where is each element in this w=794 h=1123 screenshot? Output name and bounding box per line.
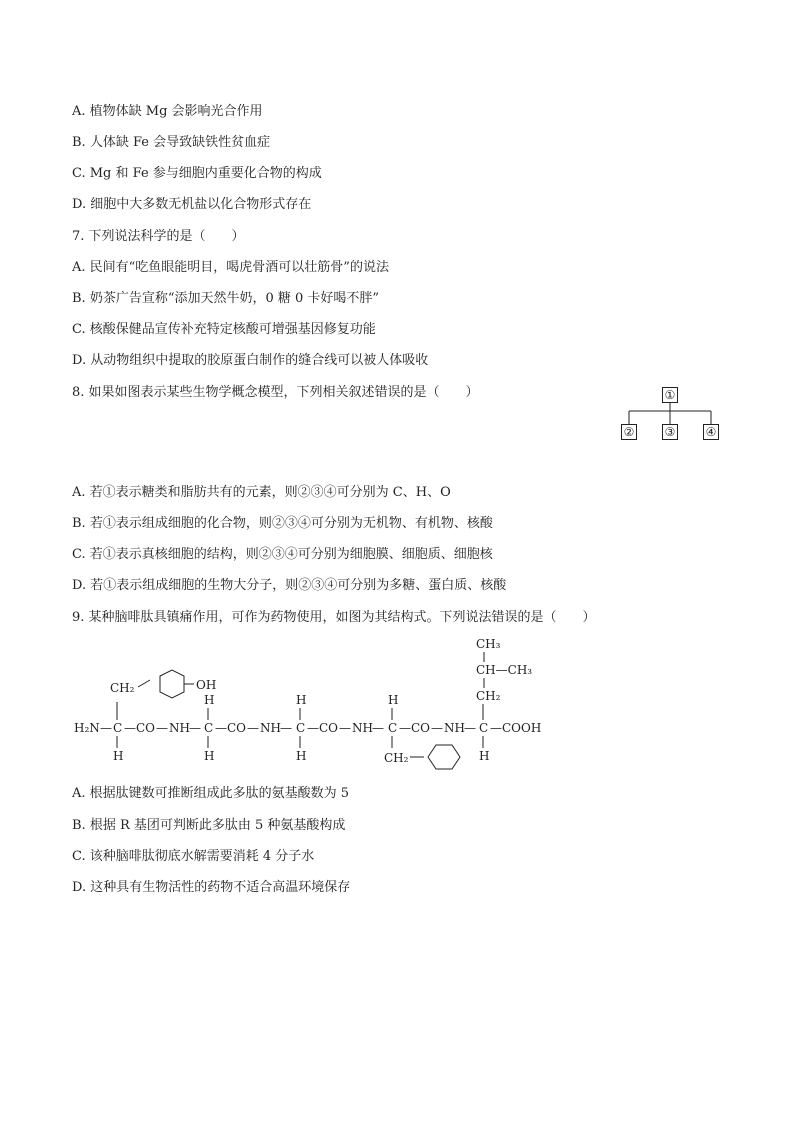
q9-stem: 9. 某种脑啡肽具镇痛作用，可作为药物使用，如图为其结构式。下列说法错误的是（ ） bbox=[72, 610, 596, 625]
carbonyl: CO bbox=[319, 721, 339, 735]
bond: — bbox=[490, 721, 502, 735]
q8-option-d: D. 若①表示组成细胞的生物大分子，则②③④可分别为多糖、蛋白质、核酸 bbox=[72, 578, 507, 593]
hydrogen: H bbox=[113, 749, 124, 763]
bond: — bbox=[339, 721, 351, 735]
q8-stem: 8. 如果如图表示某些生物学概念模型，下列相关叙述错误的是（ ） bbox=[72, 385, 479, 400]
amide-nh: NH bbox=[352, 721, 373, 735]
bond: — bbox=[280, 721, 292, 735]
bond: — bbox=[124, 721, 136, 735]
phenylalanine-side-chain bbox=[384, 745, 460, 769]
diagram-root-box: ① bbox=[662, 387, 678, 403]
q7-option-a: A. 民间有“吃鱼眼能明目，喝虎骨酒可以壮筋骨”的说法 bbox=[72, 260, 389, 275]
alpha-carbon: C bbox=[113, 721, 123, 735]
hydrogen: H bbox=[296, 749, 307, 763]
enkephalin-structural-formula bbox=[72, 636, 552, 772]
amino-group: H₂N bbox=[74, 721, 100, 735]
q6-option-b: B. 人体缺 Fe 会导致缺铁性贫血症 bbox=[72, 135, 271, 150]
hydrogen: H bbox=[204, 749, 215, 763]
q9-option-c: C. 该种脑啡肽彻底水解需要消耗 4 分子水 bbox=[72, 849, 315, 864]
bond: — bbox=[307, 721, 319, 735]
q7-option-c: C. 核酸保健品宣传补充特定核酸可增强基因修复功能 bbox=[72, 322, 376, 337]
hydrogen: H bbox=[204, 693, 215, 707]
hydrogen: H bbox=[479, 749, 490, 763]
bond: — bbox=[189, 721, 201, 735]
bond: — bbox=[100, 721, 112, 735]
diagram-child-box: ② bbox=[621, 424, 637, 440]
carbonyl: CO bbox=[411, 721, 431, 735]
ch2-group: CH₂ bbox=[110, 681, 135, 695]
carboxyl-group: COOH bbox=[502, 721, 542, 735]
q9-option-b: B. 根据 R 基团可判断此多肽由 5 种氨基酸构成 bbox=[72, 818, 346, 833]
alpha-carbon: C bbox=[388, 721, 398, 735]
leucine-side-chain bbox=[476, 637, 532, 720]
q8-option-c: C. 若①表示真核细胞的结构，则②③④可分别为细胞膜、细胞质、细胞核 bbox=[72, 547, 493, 562]
q9-option-d: D. 这种具有生物活性的药物不适合高温环境保存 bbox=[72, 880, 351, 895]
diagram-child-box: ④ bbox=[703, 424, 719, 440]
alpha-carbon: C bbox=[204, 721, 214, 735]
formula-backbone bbox=[74, 721, 541, 735]
bond: — bbox=[156, 721, 168, 735]
hydroxyl-group: OH bbox=[196, 678, 217, 692]
ch2-group: CH₂ bbox=[476, 689, 501, 703]
q6-option-a: A. 植物体缺 Mg 会影响光合作用 bbox=[72, 104, 263, 119]
q6-option-c: C. Mg 和 Fe 参与细胞内重要化合物的构成 bbox=[72, 166, 322, 181]
methyl-group: CH₃ bbox=[476, 637, 501, 651]
diagram-child-box: ③ bbox=[662, 424, 678, 440]
hydrogen: H bbox=[388, 693, 399, 707]
bond: — bbox=[431, 721, 443, 735]
bond: — bbox=[247, 721, 259, 735]
q9-option-a: A. 根据肽键数可推断组成此多肽的氨基酸数为 5 bbox=[72, 786, 350, 801]
bond: — bbox=[399, 721, 411, 735]
carbonyl: CO bbox=[136, 721, 156, 735]
q7-option-b: B. 奶茶广告宣称“添加天然牛奶，0 糖 0 卡好喝不胖” bbox=[72, 291, 380, 306]
q8-option-a: A. 若①表示糖类和脂肪共有的元素，则②③④可分别为 C、H、O bbox=[72, 485, 451, 500]
ch2-group: CH₂ bbox=[384, 751, 409, 765]
q7-option-d: D. 从动物组织中提取的胶原蛋白制作的缝合线可以被人体吸收 bbox=[72, 353, 429, 368]
bond: — bbox=[372, 721, 384, 735]
tyrosine-side-chain bbox=[110, 670, 216, 720]
bond: — bbox=[215, 721, 227, 735]
ch-ch3-group: CH—CH₃ bbox=[476, 663, 533, 677]
carbonyl: CO bbox=[227, 721, 247, 735]
bond: — bbox=[464, 721, 476, 735]
alpha-carbon: C bbox=[296, 721, 306, 735]
amide-nh: NH bbox=[260, 721, 281, 735]
hydrogen: H bbox=[296, 693, 307, 707]
q7-stem: 7. 下列说法科学的是（ ） bbox=[72, 229, 245, 244]
alpha-carbon: C bbox=[479, 721, 489, 735]
amide-nh: NH bbox=[444, 721, 465, 735]
q8-option-b: B. 若①表示组成细胞的化合物，则②③④可分别为无机物、有机物、核酸 bbox=[72, 516, 493, 531]
q6-option-d: D. 细胞中大多数无机盐以化合物形式存在 bbox=[72, 197, 312, 212]
concept-model-diagram bbox=[618, 384, 722, 444]
amide-nh: NH bbox=[169, 721, 190, 735]
